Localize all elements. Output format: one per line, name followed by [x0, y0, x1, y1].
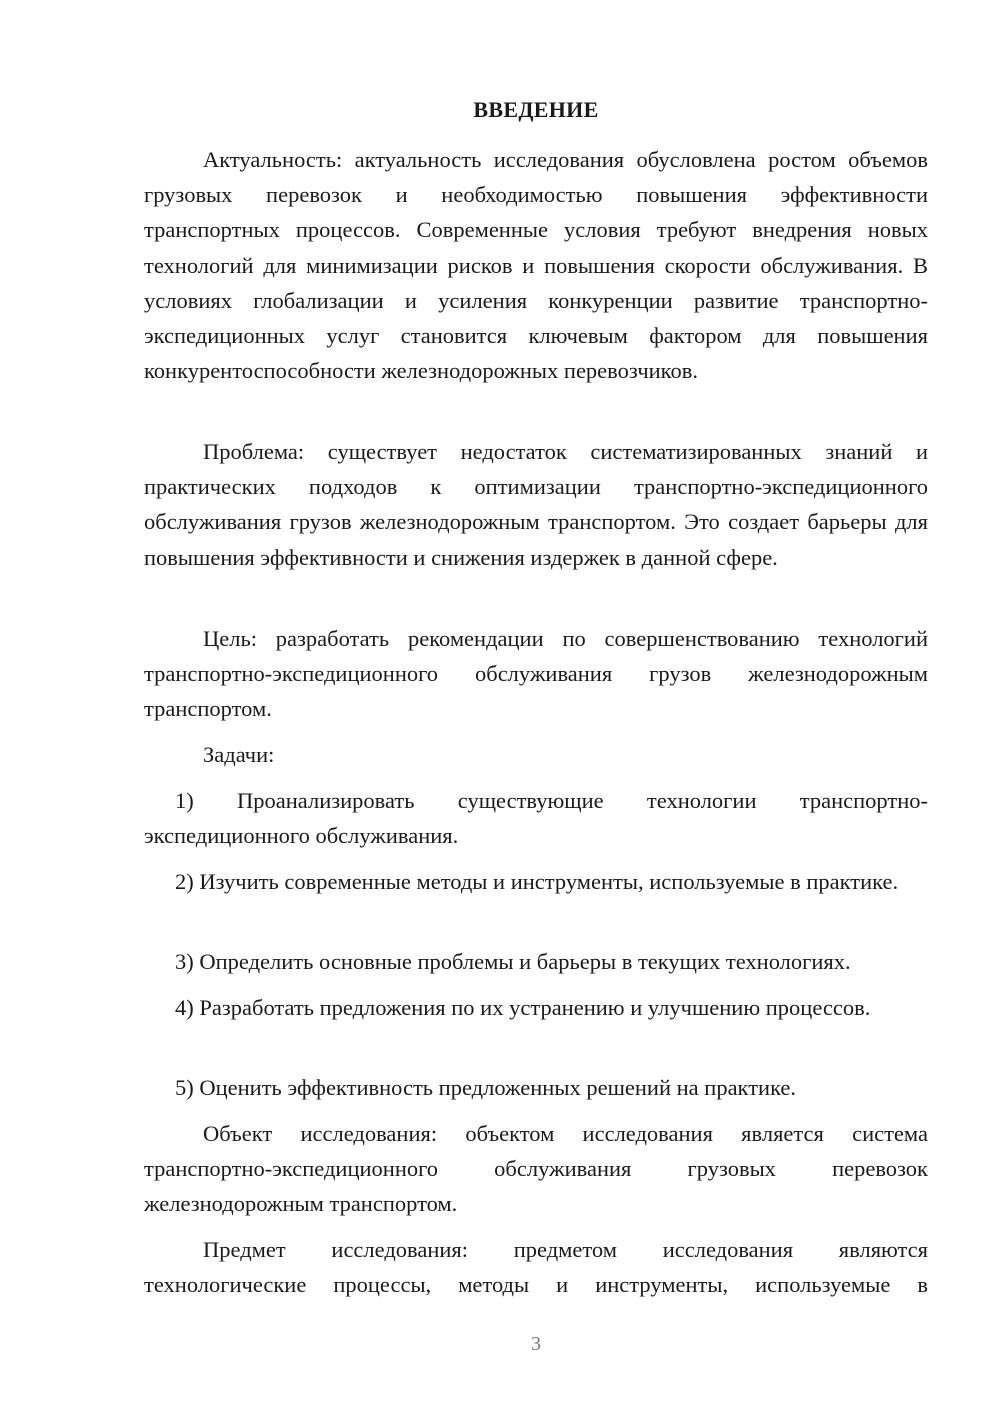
paragraph-object: Объект исследования: объектом исследования является система транспортно-экспедиционного обслуживания грузовых перевозок железнодорожным транспортом. — [144, 1121, 928, 1217]
section-heading: ВВЕДЕНИЕ — [473, 97, 599, 122]
paragraph-subject: Предмет исследования: предметом исследования являются технологические процессы, методы и инструменты, используемые в — [144, 1237, 928, 1298]
task-item-1: 1) Проанализировать существующие технологии транспортно-экспедиционного обслуживания. — [144, 788, 928, 849]
tasks-heading: Задачи: — [203, 742, 275, 767]
paragraph-relevance: Актуальность: актуальность исследования обусловлена ростом объемов грузовых перевозок и необходимостью повышения эффективности транспортных процессов. Современные условия требуют внедрения новых технологий для минимизации рисков и повышения скорости обслуживания. В условиях глобализации и усиления конкуренции развитие транспортно-экспедиционных услуг становится ключевым фактором для повышения конкурентоспособности железнодорожных перевозчиков. — [144, 147, 928, 384]
page-number: 3 — [531, 1333, 541, 1355]
task-item-3: 3) Определить основные проблемы и барьеры в текущих технологиях. — [175, 949, 851, 974]
paragraph-goal: Цель: разработать рекомендации по совершенствованию технологий транспортно-экспедиционного обслуживания грузов железнодорожным транспортом. — [144, 626, 928, 722]
task-item-5: 5) Оценить эффективность предложенных решений на практике. — [175, 1075, 797, 1100]
paragraph-problem: Проблема: существует недостаток систематизированных знаний и практических подходов к оптимизации транспортно-экспедиционного обслуживания грузов железнодорожным транспортом. Это создает барьеры для повышения эффективности и снижения издержек в данной сфере. — [144, 439, 928, 570]
task-item-2: 2) Изучить современные методы и инструменты, используемые в практике. — [175, 869, 899, 894]
task-item-4: 4) Разработать предложения по их устранению и улучшению процессов. — [175, 995, 871, 1020]
